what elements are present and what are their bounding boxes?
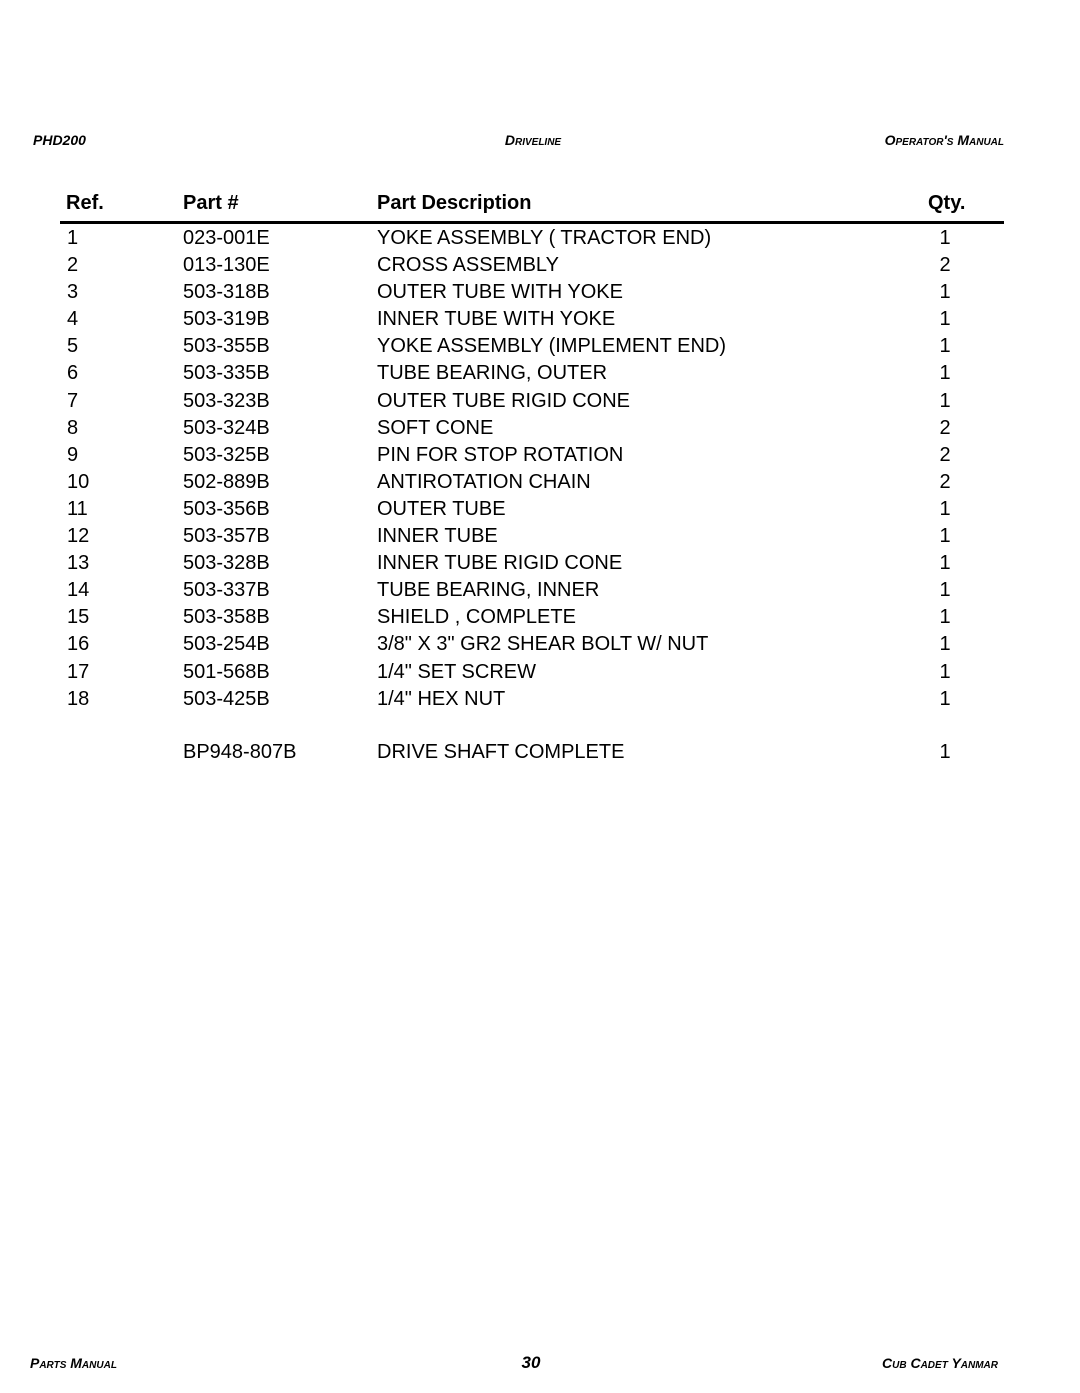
cell-qty: 1 bbox=[939, 389, 951, 412]
cell-qty: 1 bbox=[939, 497, 951, 520]
cell-ref: 14 bbox=[67, 579, 90, 602]
total-description: DRIVE SHAFT COMPLETE bbox=[377, 741, 625, 763]
cell-description: OUTER TUBE bbox=[377, 497, 506, 520]
table-row bbox=[0, 577, 1080, 604]
cell-description: TUBE BEARING, OUTER bbox=[377, 362, 608, 385]
cell-description: 1/4" HEX NUT bbox=[377, 687, 506, 710]
table-row bbox=[0, 523, 1080, 550]
cell-part: 503-337B bbox=[183, 579, 270, 602]
cell-qty: 1 bbox=[939, 281, 951, 304]
cell-ref: 18 bbox=[67, 687, 90, 710]
cell-part: 503-324B bbox=[183, 416, 270, 439]
cell-description: OUTER TUBE RIGID CONE bbox=[377, 389, 630, 412]
cell-description: SOFT CONE bbox=[377, 416, 494, 439]
table-row bbox=[0, 659, 1080, 686]
cell-ref: 2 bbox=[67, 254, 79, 277]
cell-ref: 3 bbox=[67, 281, 79, 304]
cell-part: 503-254B bbox=[183, 633, 270, 656]
total-part: BP948-807B bbox=[183, 741, 297, 763]
cell-ref: 11 bbox=[67, 497, 88, 520]
table-row bbox=[0, 686, 1080, 713]
cell-ref: 16 bbox=[67, 633, 90, 656]
cell-ref: 6 bbox=[67, 362, 79, 385]
cell-qty: 1 bbox=[939, 579, 951, 602]
cell-qty: 1 bbox=[939, 227, 951, 249]
column-header-description: Part Description bbox=[377, 192, 532, 214]
cell-qty: 1 bbox=[939, 308, 951, 331]
cell-qty: 1 bbox=[939, 362, 951, 385]
table-row bbox=[0, 360, 1080, 387]
column-header-ref: Ref. bbox=[66, 192, 104, 214]
page-number: 30 bbox=[521, 1353, 541, 1372]
cell-description: CROSS ASSEMBLY bbox=[377, 254, 559, 277]
footer-manual-name: Parts Manual bbox=[30, 1355, 117, 1371]
cell-ref: 8 bbox=[67, 416, 79, 439]
cell-qty: 2 bbox=[939, 443, 951, 466]
cell-part: 013-130E bbox=[183, 254, 270, 277]
header-rule bbox=[60, 221, 1004, 224]
cell-part: 023-001E bbox=[183, 227, 270, 249]
table-row bbox=[0, 279, 1080, 306]
cell-part: 503-325B bbox=[183, 443, 270, 466]
cell-qty: 1 bbox=[939, 335, 951, 358]
cell-description: 1/4" SET SCREW bbox=[377, 660, 536, 683]
table-row bbox=[0, 306, 1080, 333]
table-row bbox=[0, 550, 1080, 577]
cell-part: 503-319B bbox=[183, 308, 270, 331]
cell-description: 3/8" X 3" GR2 SHEAR BOLT W/ NUT bbox=[377, 633, 709, 656]
cell-qty: 2 bbox=[939, 254, 951, 277]
cell-ref: 17 bbox=[67, 660, 90, 683]
table-row bbox=[0, 442, 1080, 469]
cell-ref: 12 bbox=[67, 525, 90, 548]
table-row bbox=[0, 604, 1080, 631]
column-header-part: Part # bbox=[183, 192, 239, 214]
cell-part: 503-335B bbox=[183, 362, 270, 385]
footer-brand: Cub Cadet Yanmar bbox=[882, 1355, 998, 1371]
cell-description: OUTER TUBE WITH YOKE bbox=[377, 281, 623, 304]
cell-part: 502-889B bbox=[183, 470, 270, 493]
total-qty: 1 bbox=[939, 741, 951, 763]
cell-description: YOKE ASSEMBLY (IMPLEMENT END) bbox=[377, 335, 726, 358]
cell-ref: 1 bbox=[67, 227, 79, 249]
cell-ref: 13 bbox=[67, 552, 90, 575]
header-model: PHD200 bbox=[33, 132, 86, 148]
header-manual-type: Operator's Manual bbox=[884, 132, 1004, 148]
cell-ref: 10 bbox=[67, 470, 90, 493]
column-header-qty: Qty. bbox=[928, 192, 966, 214]
cell-qty: 1 bbox=[939, 633, 951, 656]
cell-part: 503-358B bbox=[183, 606, 270, 629]
table-row bbox=[0, 225, 1080, 252]
cell-ref: 5 bbox=[67, 335, 79, 358]
cell-description: INNER TUBE WITH YOKE bbox=[377, 308, 616, 331]
header-section: Driveline bbox=[504, 132, 562, 148]
cell-description: ANTIROTATION CHAIN bbox=[377, 470, 591, 493]
table-row bbox=[0, 631, 1080, 658]
cell-qty: 1 bbox=[939, 525, 951, 548]
cell-part: 503-356B bbox=[183, 497, 270, 520]
cell-description: SHIELD , COMPLETE bbox=[377, 606, 576, 629]
cell-qty: 1 bbox=[939, 606, 951, 629]
cell-ref: 15 bbox=[67, 606, 90, 629]
table-row bbox=[0, 469, 1080, 496]
cell-part: 503-357B bbox=[183, 525, 270, 548]
cell-qty: 1 bbox=[939, 660, 951, 683]
cell-ref: 7 bbox=[67, 389, 79, 412]
cell-qty: 1 bbox=[939, 687, 951, 710]
cell-qty: 1 bbox=[939, 552, 951, 575]
cell-qty: 2 bbox=[939, 470, 951, 493]
table-row bbox=[0, 496, 1080, 523]
table-row bbox=[0, 333, 1080, 360]
cell-part: 503-355B bbox=[183, 335, 270, 358]
cell-part: 503-318B bbox=[183, 281, 270, 304]
cell-description: INNER TUBE bbox=[377, 525, 498, 548]
cell-ref: 4 bbox=[67, 308, 79, 331]
cell-description: YOKE ASSEMBLY ( TRACTOR END) bbox=[377, 227, 712, 249]
table-row bbox=[0, 252, 1080, 279]
cell-part: 503-323B bbox=[183, 389, 270, 412]
total-row bbox=[0, 739, 1080, 766]
cell-part: 503-328B bbox=[183, 552, 270, 575]
cell-description: PIN FOR STOP ROTATION bbox=[377, 443, 624, 466]
cell-part: 503-425B bbox=[183, 687, 270, 710]
cell-part: 501-568B bbox=[183, 660, 270, 683]
cell-description: TUBE BEARING, INNER bbox=[377, 579, 600, 602]
parts-table bbox=[0, 225, 1080, 713]
cell-description: INNER TUBE RIGID CONE bbox=[377, 552, 623, 575]
cell-qty: 2 bbox=[939, 416, 951, 439]
table-row bbox=[0, 388, 1080, 415]
cell-ref: 9 bbox=[67, 443, 79, 466]
table-row bbox=[0, 415, 1080, 442]
